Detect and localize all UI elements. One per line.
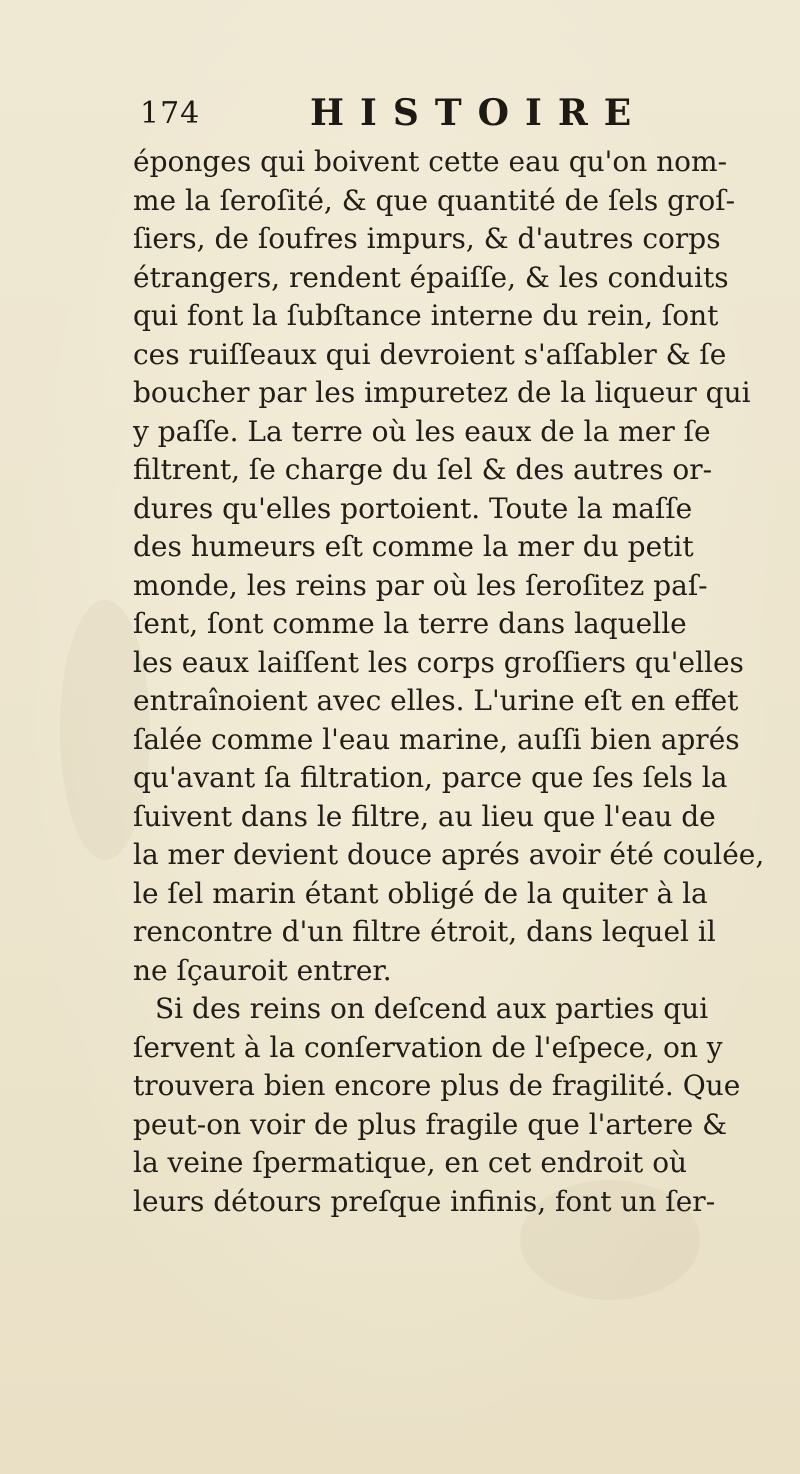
text-line: filtrent, ſe charge du ſel & des autres or- [133,453,713,486]
text-line: étrangers, rendent épaiſſe, & les conduits [133,260,729,294]
text-line: la veine ſpermatique, en cet endroit où [133,1146,688,1179]
running-head [140,92,700,142]
text-line: les eaux laiſſent les corps groſſiers qu'elles [133,645,744,679]
text-line: leurs détours preſque infinis, font un ſer- [133,1184,716,1218]
text-line: me la ſeroſité, & que quantité de ſels groſ- [133,183,736,217]
text-line: des humeurs eſt comme la mer du petit [133,530,694,563]
text-line: ſalée comme l'eau marine, auſſi bien aprés [133,722,740,756]
text-line: qui font la ſubſtance interne du rein, ſont [133,299,719,332]
text-line: ces ruiſſeaux qui devroient s'aſſabler & ſe [133,337,727,371]
page-number: 174 [140,96,201,131]
text-line: ſuivent dans le filtre, au lieu que l'eau de [133,799,716,833]
running-title: HISTOIRE [310,92,648,134]
text-line: ne ſçauroit entrer. [133,953,392,987]
text-line: ſent, ſont comme la terre dans laquelle [133,607,687,640]
text-line: monde, les reins par où les ſeroſitez paſ- [133,568,708,602]
text-line: ſervent à la conſervation de l'eſpece, on y [133,1030,723,1064]
text-line: rencontre d'un filtre étroit, dans lequel il [133,915,716,948]
text-line: peut-on voir de plus fragile que l'artere & [133,1107,728,1141]
body-text [133,143,793,1221]
text-line: ſiers, de ſoufres impurs, & d'autres corps [133,222,721,255]
text-line: entraînoient avec elles. L'urine eſt en effet [133,684,739,717]
paragraph-start-line: Si des reins on deſcend aux parties qui [155,992,709,1025]
text-line: y paſſe. La terre où les eaux de la mer ſe [133,414,711,448]
text-line: dures qu'elles portoient. Toute la maſſe [133,491,693,525]
text-line: trouvera bien encore plus de fragilité. Que [133,1069,741,1102]
text-line: qu'avant ſa filtration, parce que ſes ſels la [133,761,728,794]
text-line: éponges qui boivent cette eau qu'on nom- [133,145,728,178]
text-line: le ſel marin étant obligé de la quiter à la [133,876,708,910]
text-line: la mer devient douce aprés avoir été coulée, [133,838,765,871]
text-line: boucher par les impuretez de la liqueur qui [133,376,751,409]
